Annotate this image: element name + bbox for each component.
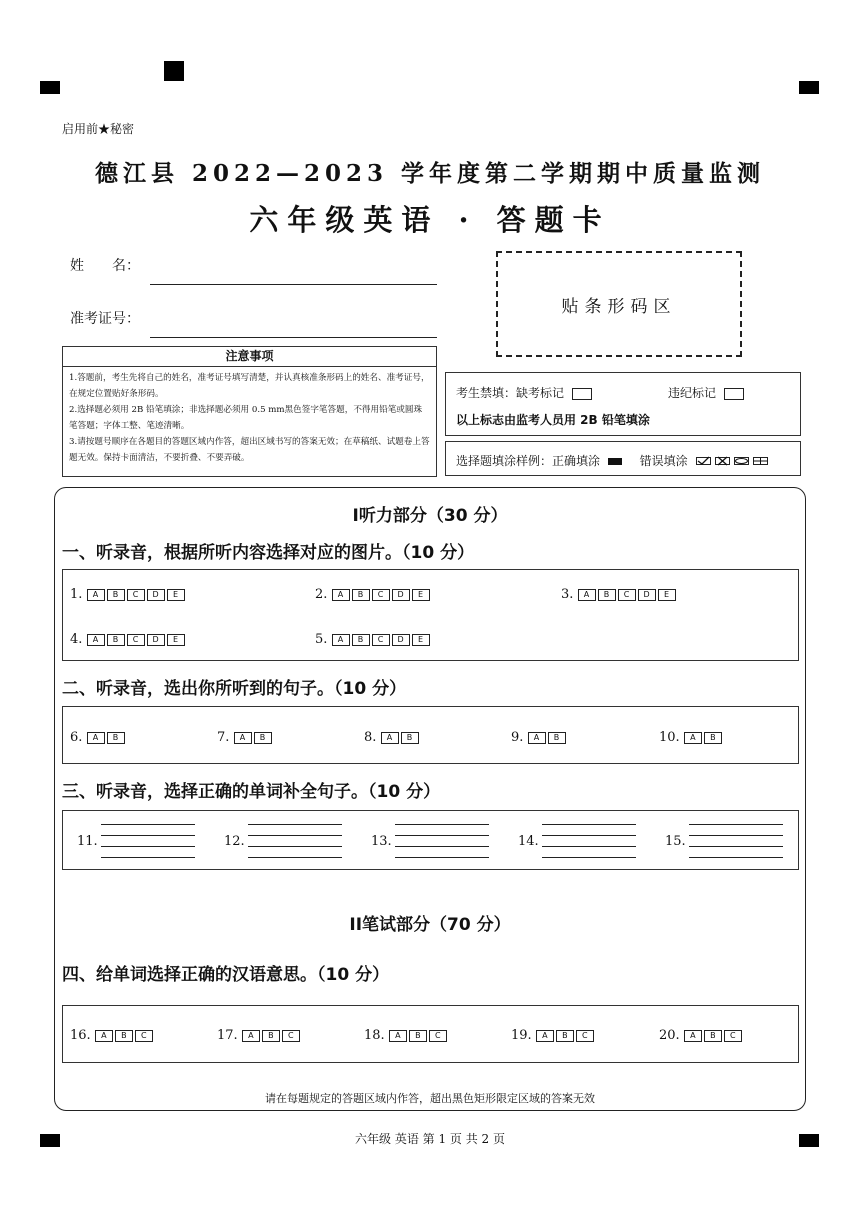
- answer-line[interactable]: [101, 835, 195, 836]
- option-b[interactable]: B: [254, 732, 272, 744]
- answer-line[interactable]: [248, 857, 342, 858]
- answer-area-warning: 请在每题规定的答题区域内作答，超出黑色矩形限定区域的答案无效: [265, 1092, 595, 1105]
- answer-line[interactable]: [395, 835, 489, 836]
- option-e[interactable]: E: [412, 589, 430, 601]
- flags-note: 以上标志由监考人员用 2B 铅笔填涂: [456, 413, 650, 427]
- question-1: 1. A B C D E: [70, 587, 187, 602]
- answer-sheet-title: 六年级英语 · 答题卡: [249, 203, 611, 237]
- notice-title: 注意事项: [63, 347, 436, 367]
- question-8: 8. A B: [364, 730, 421, 745]
- option-d[interactable]: D: [392, 589, 410, 601]
- correct-fill-sample-icon: [608, 458, 622, 465]
- option-a[interactable]: A: [242, 1030, 260, 1042]
- notice-box: [62, 346, 437, 477]
- wrong-fill-samples-icon: [696, 455, 770, 469]
- option-e[interactable]: E: [167, 589, 185, 601]
- option-c[interactable]: C: [372, 589, 390, 601]
- option-c[interactable]: C: [724, 1030, 742, 1042]
- option-a[interactable]: A: [536, 1030, 554, 1042]
- question-19: 19. A B C: [511, 1028, 596, 1043]
- option-b[interactable]: B: [352, 634, 370, 646]
- option-d[interactable]: D: [147, 589, 165, 601]
- option-e[interactable]: E: [167, 634, 185, 646]
- question-15: 15.: [665, 821, 790, 863]
- option-c[interactable]: C: [429, 1030, 447, 1042]
- option-b[interactable]: B: [107, 634, 125, 646]
- option-a[interactable]: A: [578, 589, 596, 601]
- question-12: 12.: [224, 821, 349, 863]
- exam-title: 德江县 2022—2023 学年度第二学期期中质量监测: [94, 160, 766, 187]
- question-5: 5. A B C D E: [315, 632, 432, 647]
- option-c[interactable]: C: [135, 1030, 153, 1042]
- registration-mark-top-left: [40, 81, 60, 94]
- question-14: 14.: [518, 821, 643, 863]
- option-b[interactable]: B: [352, 589, 370, 601]
- section3-answer-box: [62, 810, 799, 870]
- barcode-area: [496, 251, 742, 357]
- answer-line[interactable]: [542, 857, 636, 858]
- option-a[interactable]: A: [528, 732, 546, 744]
- question-10: 10. A B: [659, 730, 724, 745]
- option-b[interactable]: B: [115, 1030, 133, 1042]
- option-b[interactable]: B: [598, 589, 616, 601]
- question-11: 11.: [77, 821, 202, 863]
- answer-line[interactable]: [542, 846, 636, 847]
- question-4: 4. A B C D E: [70, 632, 187, 647]
- registration-mark-top-center: [164, 61, 184, 81]
- option-a[interactable]: A: [87, 634, 105, 646]
- exam-number-label: 准考证号：: [70, 311, 140, 327]
- option-b[interactable]: B: [409, 1030, 427, 1042]
- answer-line[interactable]: [689, 824, 783, 825]
- notice-item: 3.请按题号顺序在各题目的答题区域内作答，超出区域书写的答案无效；在草稿纸、试题卷上答题无效。保持卡面清洁，不要折叠、不要弄破。: [69, 437, 430, 463]
- answer-line[interactable]: [101, 824, 195, 825]
- answer-line[interactable]: [101, 846, 195, 847]
- option-c[interactable]: C: [618, 589, 636, 601]
- question-13: 13.: [371, 821, 496, 863]
- notice-item: 1.答题前，考生先将自己的姓名，准考证号填写清楚，并认真核准条形码上的姓名、准考证号，在规定位置贴好条形码。: [69, 373, 430, 399]
- part1-title: I听力部分（30 分）: [352, 506, 508, 526]
- wrong-fill-label: 错误填涂: [639, 454, 688, 468]
- option-b[interactable]: B: [548, 732, 566, 744]
- page-number: 六年级 英语 第 1 页 共 2 页: [355, 1132, 505, 1146]
- option-c[interactable]: C: [127, 589, 145, 601]
- section4-answer-box: [62, 1005, 799, 1063]
- section4-title: 四、给单词选择正确的汉语意思。（10 分）: [62, 965, 390, 985]
- option-c[interactable]: C: [372, 634, 390, 646]
- option-a[interactable]: A: [389, 1030, 407, 1042]
- answer-line[interactable]: [395, 846, 489, 847]
- option-d[interactable]: D: [147, 634, 165, 646]
- correct-fill-label: 选择题填涂样例：正确填涂: [456, 454, 601, 468]
- option-b[interactable]: B: [704, 732, 722, 744]
- option-b[interactable]: B: [262, 1030, 280, 1042]
- part2-title: II笔试部分（70 分）: [349, 915, 511, 935]
- confidential-label: 启用前★秘密: [62, 122, 135, 136]
- section1-answer-box: [62, 569, 799, 661]
- violation-flag-checkbox[interactable]: [724, 388, 744, 400]
- section3-title: 三、听录音，选择正确的单词补全句子。（10 分）: [62, 782, 441, 802]
- question-9: 9. A B: [511, 730, 568, 745]
- proctor-flags-box: [445, 372, 801, 436]
- answer-line[interactable]: [395, 824, 489, 825]
- fill-sample-box: [445, 441, 801, 476]
- option-a[interactable]: A: [95, 1030, 113, 1042]
- name-field[interactable]: [150, 284, 437, 285]
- option-d[interactable]: D: [638, 589, 656, 601]
- option-a[interactable]: A: [87, 732, 105, 744]
- answer-line[interactable]: [248, 835, 342, 836]
- name-label: 姓 名：: [70, 258, 140, 274]
- question-3: 3. A B C D E: [561, 587, 678, 602]
- answer-line[interactable]: [101, 857, 195, 858]
- question-18: 18. A B C: [364, 1028, 449, 1043]
- answer-line[interactable]: [689, 846, 783, 847]
- answer-line[interactable]: [689, 835, 783, 836]
- option-c[interactable]: C: [127, 634, 145, 646]
- option-b[interactable]: B: [401, 732, 419, 744]
- section2-title: 二、听录音，选出你所听到的句子。（10 分）: [62, 679, 407, 699]
- option-c[interactable]: C: [282, 1030, 300, 1042]
- option-a[interactable]: A: [87, 589, 105, 601]
- option-e[interactable]: E: [658, 589, 676, 601]
- question-20: 20. A B C: [659, 1028, 744, 1043]
- section2-answer-box: [62, 706, 799, 764]
- option-a[interactable]: A: [234, 732, 252, 744]
- question-6: 6. A B: [70, 730, 127, 745]
- answer-line[interactable]: [248, 824, 342, 825]
- question-16: 16. A B C: [70, 1028, 155, 1043]
- option-b[interactable]: B: [556, 1030, 574, 1042]
- option-a[interactable]: A: [332, 634, 350, 646]
- answer-line[interactable]: [689, 857, 783, 858]
- answer-line[interactable]: [395, 857, 489, 858]
- option-a[interactable]: A: [381, 732, 399, 744]
- section1-title: 一、听录音，根据所听内容选择对应的图片。（10 分）: [62, 543, 475, 563]
- answer-line[interactable]: [542, 824, 636, 825]
- option-b[interactable]: B: [107, 589, 125, 601]
- absent-flag-label: 考生禁填：缺考标记: [456, 386, 565, 400]
- question-17: 17. A B C: [217, 1028, 302, 1043]
- answer-line[interactable]: [542, 835, 636, 836]
- option-a[interactable]: A: [332, 589, 350, 601]
- option-b[interactable]: B: [704, 1030, 722, 1042]
- notice-item: 2.选择题必须用 2B 铅笔填涂；非选择题必须用 0.5 mm黑色签字笔答题，不得用铅笔或圆珠笔答题；字体工整、笔迹清晰。: [69, 405, 423, 431]
- option-c[interactable]: C: [576, 1030, 594, 1042]
- option-b[interactable]: B: [107, 732, 125, 744]
- question-2: 2. A B C D E: [315, 587, 432, 602]
- answer-line[interactable]: [248, 846, 342, 847]
- option-a[interactable]: A: [684, 732, 702, 744]
- question-7: 7. A B: [217, 730, 274, 745]
- option-d[interactable]: D: [392, 634, 410, 646]
- barcode-label: 贴条形码区: [561, 296, 677, 317]
- option-a[interactable]: A: [684, 1030, 702, 1042]
- exam-number-field[interactable]: [150, 337, 437, 338]
- violation-flag-label: 违纪标记: [668, 386, 717, 400]
- option-e[interactable]: E: [412, 634, 430, 646]
- registration-mark-top-right: [799, 81, 819, 94]
- absent-flag-checkbox[interactable]: [572, 388, 592, 400]
